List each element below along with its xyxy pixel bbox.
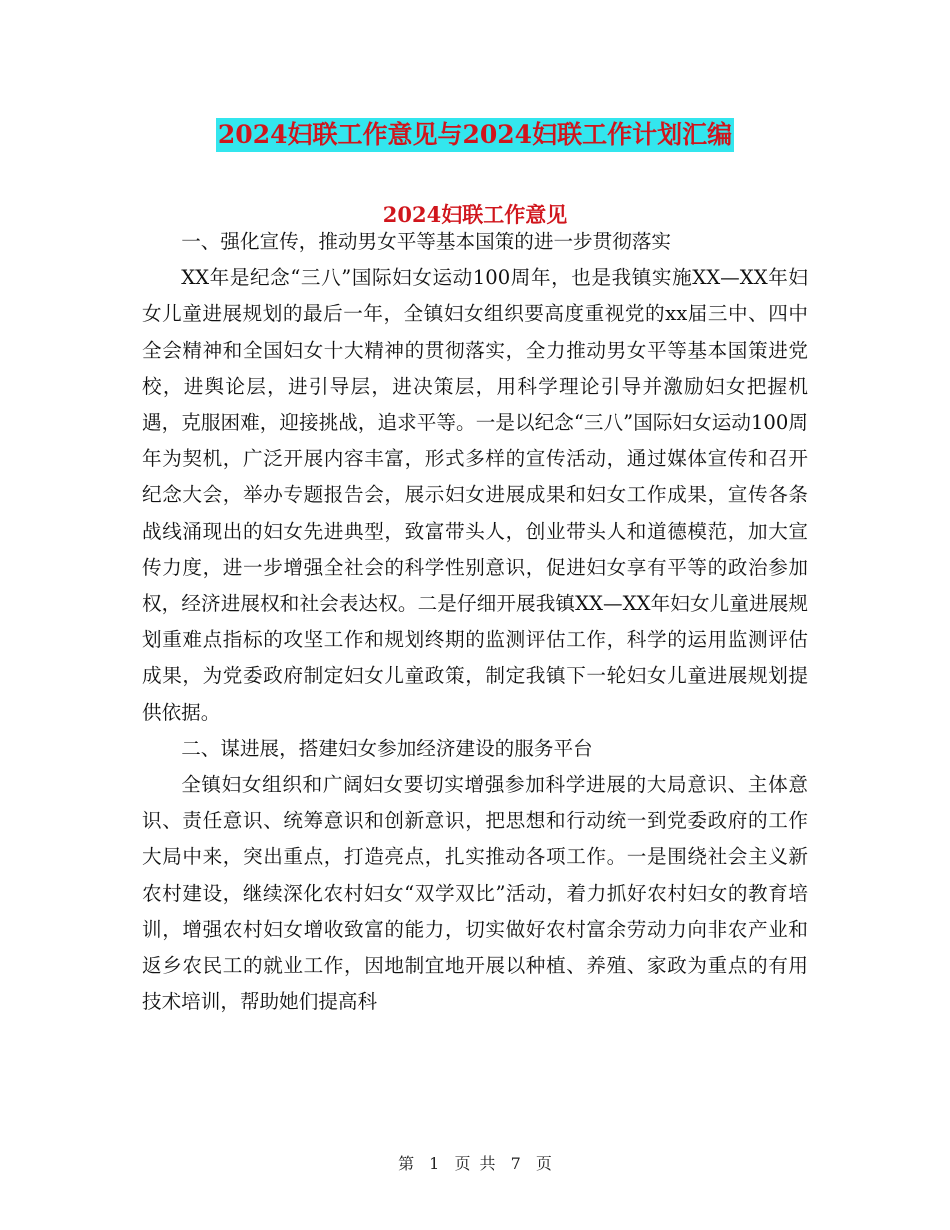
footer-prefix: 第 <box>398 1154 415 1173</box>
document-body <box>142 224 808 1020</box>
heading-paragraph-2: 二、谋进展，搭建妇女参加经济建设的服务平台 <box>181 736 593 760</box>
document-title <box>0 113 950 152</box>
document-title-text: 2024妇联工作意见与2024妇联工作计划汇编 <box>216 118 734 152</box>
section-title: 2024妇联工作意见 <box>382 202 568 227</box>
body-paragraph-2: 全镇妇女组织和广阔妇女要切实增强参加科学进展的大局意识、主体意识、责任意识、统筹意识和创新意识，把思想和行动统一到党委政府的工作大局中来，突出重点，打造亮点，扎实推动各项工作。一是围绕社会主义新农村建设，继续深化农村妇女“双学双比”活动，着力抓好农村妇女的教育培训，增强农村妇女增收致富的能力，切实做好农村富余劳动力向非农产业和返乡农民工的就业工作，因地制宜地开展以种植、养殖、家政为重点的有用技术培训，帮助她们提高科 <box>142 773 808 1014</box>
body-paragraph-1: XX年是纪念“三八”国际妇女运动100周年，也是我镇实施XX—XX年妇女儿童进展规划的最后一年，全镇妇女组织要高度重视党的xx届三中、四中全会精神和全国妇女十大精神的贯彻落实，全力推动男女平等基本国策进党校，进舆论层，进引导层，进决策层，用科学理论引导并激励妇女把握机遇，克服困难，迎接挑战，追求平等。一是以纪念“三八”国际妇女运动100周年为契机，广泛开展内容丰富，形式多样的宣传活动，通过媒体宣传和召开纪念大会，举办专题报告会，展示妇女进展成果和妇女工作成果，宣传各条战线涌现出的妇女先进典型，致富带头人，创业带头人和道德模范，加大宣传力度，进一步增强全社会的科学性别意识，促进妇女享有平等的政治参加权，经济进展权和社会表达权。二是仔细开展我镇XX—XX年妇女儿童进展规划重难点指标的攻坚工作和规划终期的监测评估工作，科学的运用监测评估成果，为党委政府制定妇女儿童政策，制定我镇下一轮妇女儿童进展规划提供依据。 <box>142 266 808 724</box>
heading-paragraph-1: 一、强化宣传，推动男女平等基本国策的进一步贯彻落实 <box>181 230 672 253</box>
footer-suffix: 页 <box>535 1154 552 1173</box>
page-footer <box>0 1152 950 1176</box>
footer-middle: 页 共 <box>454 1154 496 1173</box>
footer-total-pages: 7 <box>510 1154 521 1173</box>
footer-current-page: 1 <box>429 1154 440 1173</box>
